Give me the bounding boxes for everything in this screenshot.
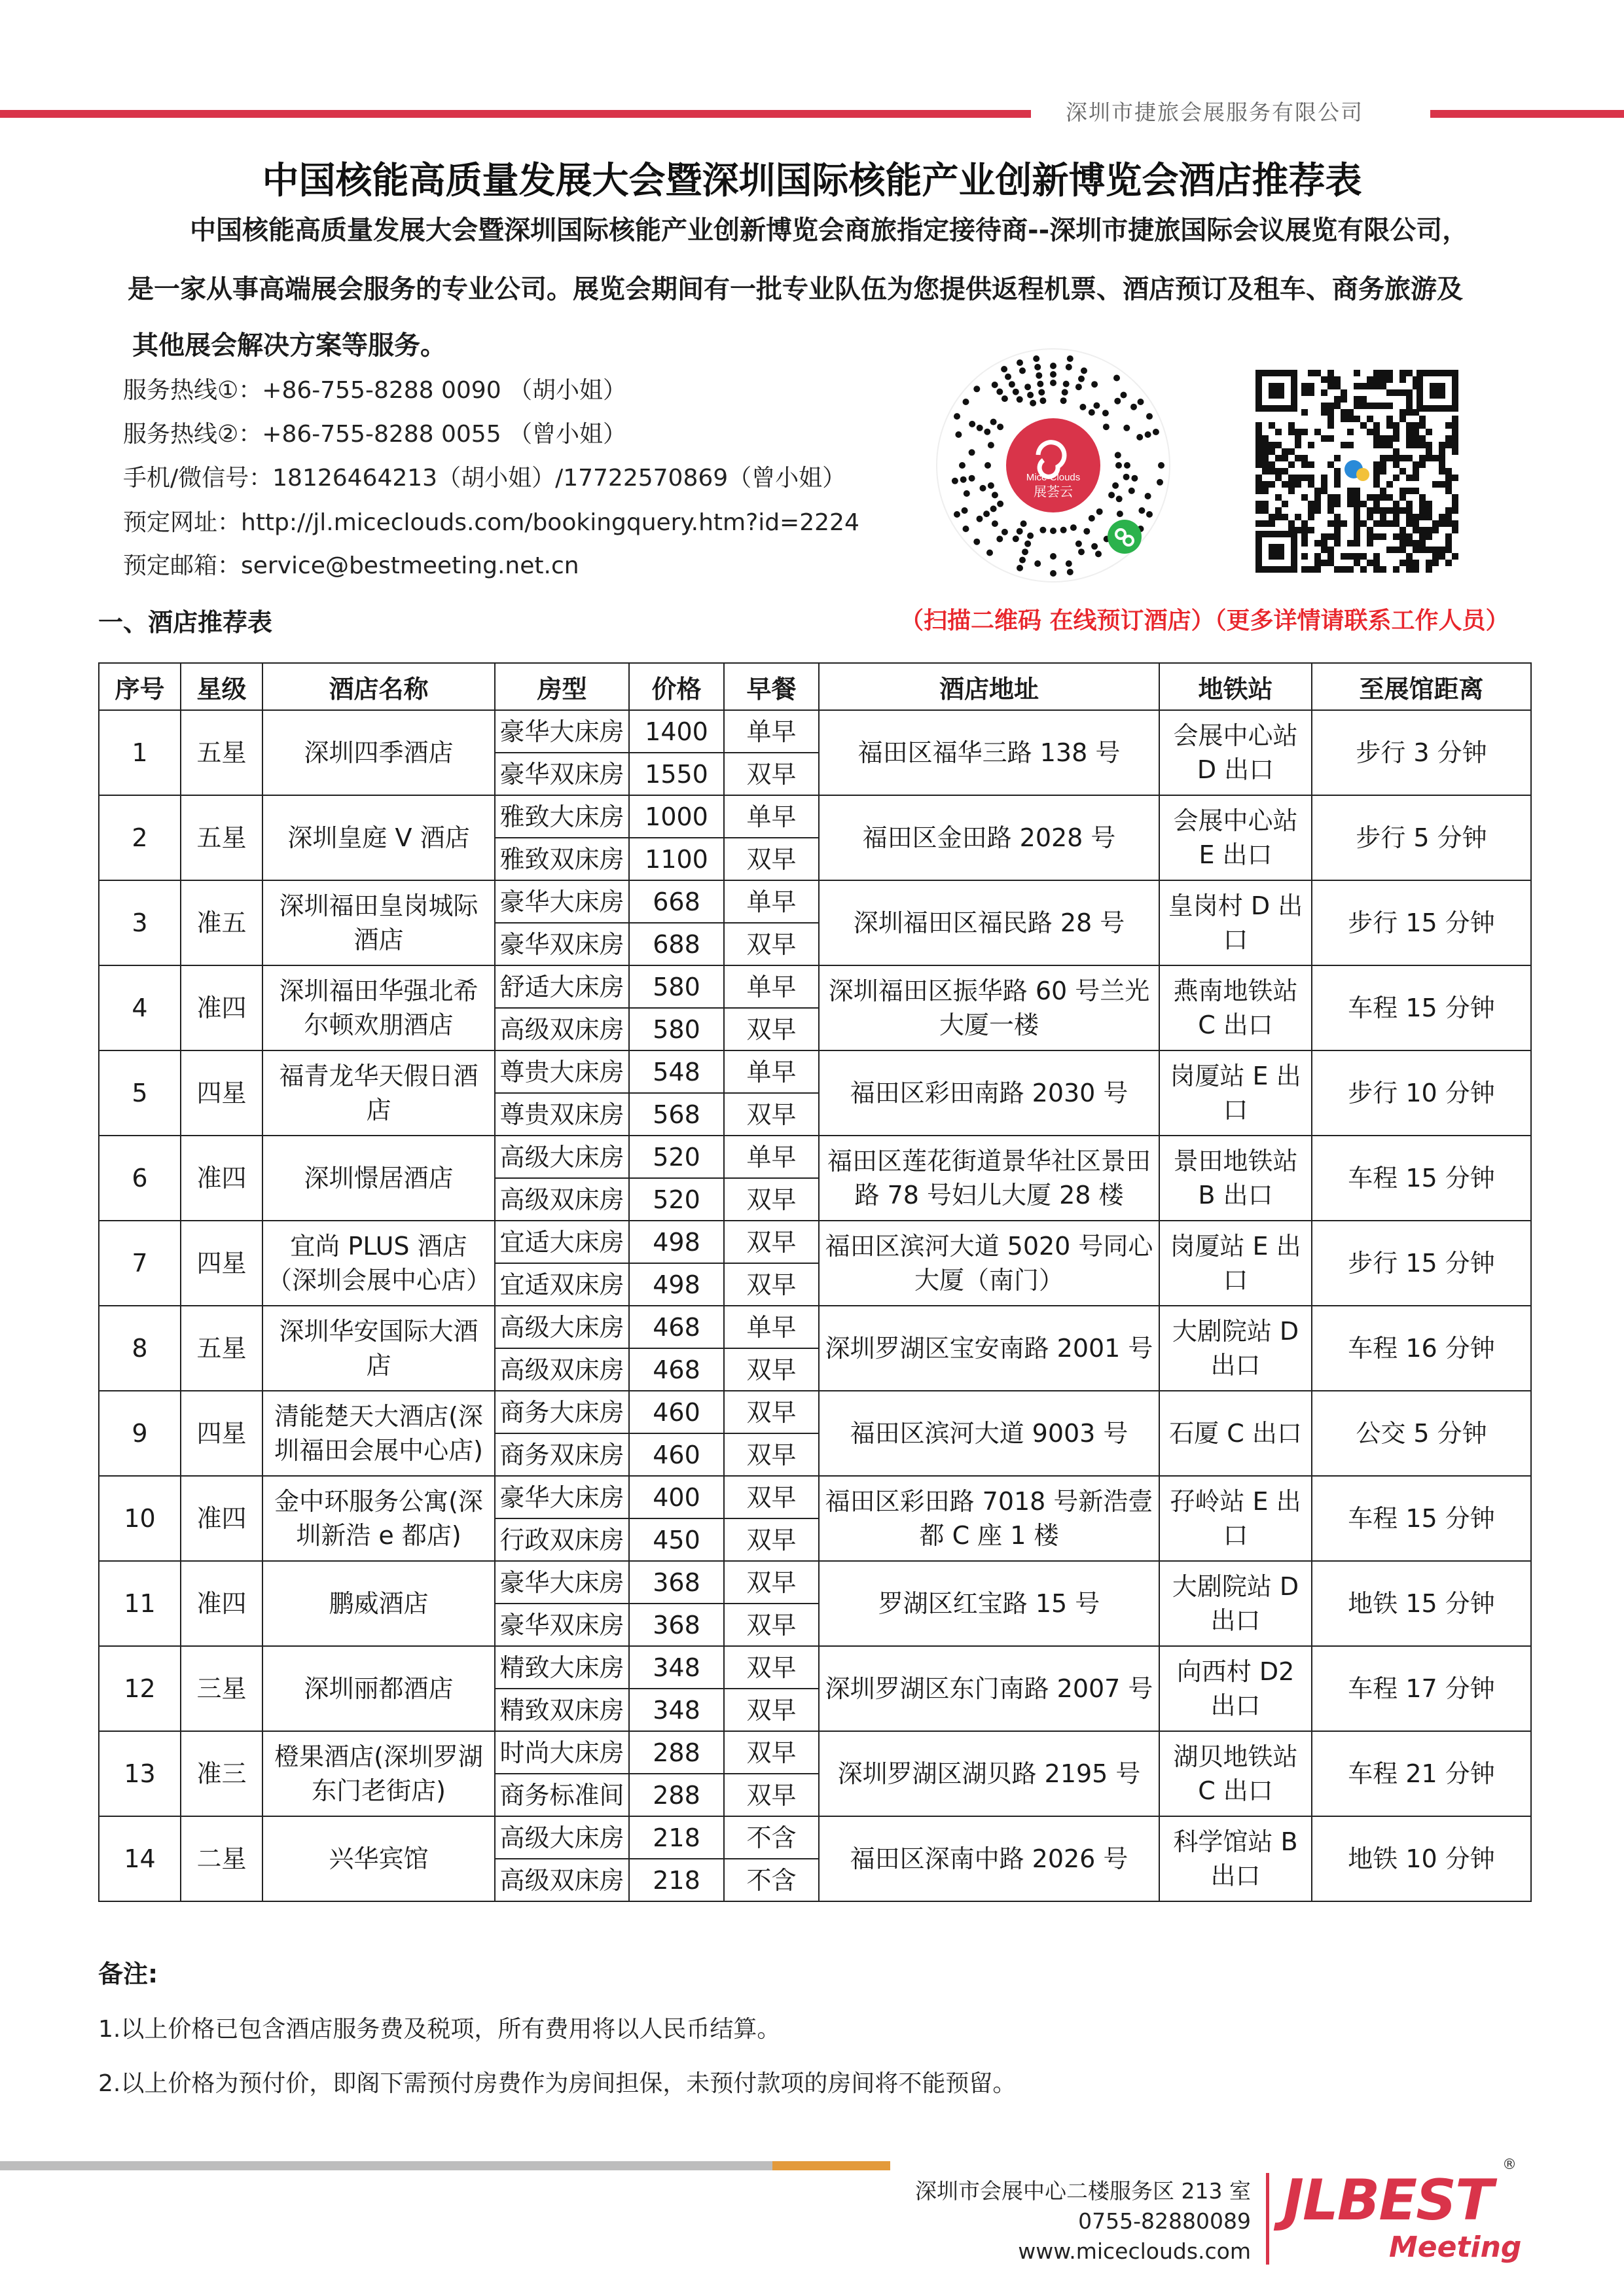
cell-no: 6: [99, 1136, 181, 1221]
cell-breakfast: 双早: [724, 1731, 819, 1774]
cell-price: 400: [629, 1476, 724, 1518]
jlbest-logo-meeting: Meeting: [1389, 2231, 1522, 2264]
cell-no: 7: [99, 1221, 181, 1306]
cell-price: 450: [629, 1518, 724, 1561]
header-metro: 地铁站: [1159, 663, 1312, 710]
cell-star: 四星: [181, 1221, 262, 1306]
cell-distance: 车程 17 分钟: [1312, 1646, 1531, 1731]
cell-breakfast: 双早: [724, 1008, 819, 1050]
cell-hotel-name: 鹏威酒店: [262, 1561, 495, 1646]
cell-hotel-name: 深圳四季酒店: [262, 710, 495, 795]
cell-no: 13: [99, 1731, 181, 1816]
cell-metro: 岗厦站 E 出口: [1159, 1050, 1312, 1136]
header-room-type: 房型: [495, 663, 629, 710]
cell-breakfast: 单早: [724, 1136, 819, 1178]
table-row: [99, 1816, 1531, 1859]
cell-price: 368: [629, 1604, 724, 1646]
cell-metro: 岗厦站 E 出口: [1159, 1221, 1312, 1306]
cell-address: 福田区滨河大道 9003 号: [819, 1391, 1159, 1476]
cell-address: 深圳罗湖区宝安南路 2001 号: [819, 1306, 1159, 1391]
cell-room-type: 高级双床房: [495, 1178, 629, 1221]
cell-room-type: 豪华双床房: [495, 1604, 629, 1646]
cell-hotel-name: 深圳福田皇岗城际酒店: [262, 880, 495, 965]
cell-distance: 步行 10 分钟: [1312, 1050, 1531, 1136]
cell-price: 1000: [629, 795, 724, 838]
cell-metro: 向西村 D2 出口: [1159, 1646, 1312, 1731]
cell-breakfast: 双早: [724, 923, 819, 965]
table-header-row: [99, 663, 1531, 710]
cell-metro: 大剧院站 D 出口: [1159, 1306, 1312, 1391]
cell-distance: 车程 21 分钟: [1312, 1731, 1531, 1816]
cell-address: 福田区金田路 2028 号: [819, 795, 1159, 880]
table-row: [99, 1050, 1531, 1093]
cell-star: 准四: [181, 1476, 262, 1561]
cell-star: 五星: [181, 795, 262, 880]
cell-room-type: 雅致双床房: [495, 838, 629, 880]
cell-room-type: 精致双床房: [495, 1689, 629, 1731]
table-row: [99, 1136, 1531, 1178]
cell-breakfast: 双早: [724, 1178, 819, 1221]
cell-metro: 会展中心站 D 出口: [1159, 710, 1312, 795]
cell-room-type: 商务双床房: [495, 1433, 629, 1476]
cell-price: 460: [629, 1391, 724, 1433]
cell-breakfast: 双早: [724, 1391, 819, 1433]
header-star: 星级: [181, 663, 262, 710]
cell-no: 14: [99, 1816, 181, 1901]
cell-breakfast: 单早: [724, 1306, 819, 1348]
cell-breakfast: 双早: [724, 753, 819, 795]
mobile-wechat: 手机/微信号：18126464213（胡小姐）/17722570869（曾小姐）: [123, 465, 846, 492]
cell-room-type: 豪华双床房: [495, 923, 629, 965]
header-bar-left: [0, 110, 1031, 118]
cell-star: 准四: [181, 1561, 262, 1646]
cell-room-type: 尊贵双床房: [495, 1093, 629, 1136]
cell-star: 准四: [181, 965, 262, 1050]
logo-divider: [1266, 2173, 1269, 2265]
cell-room-type: 尊贵大床房: [495, 1050, 629, 1093]
table-row: [99, 965, 1531, 1008]
cell-price: 498: [629, 1221, 724, 1263]
hotline-2: 服务热线②：+86-755-8288 0055 （曾小姐）: [123, 421, 627, 448]
cell-distance: 车程 15 分钟: [1312, 1476, 1531, 1561]
cell-price: 688: [629, 923, 724, 965]
cell-star: 准三: [181, 1731, 262, 1816]
table-row: [99, 1306, 1531, 1348]
remark-2: 2.以上价格为预付价，即阁下需预付房费作为房间担保，未预付款项的房间将不能预留。: [98, 2070, 1017, 2097]
cell-star: 五星: [181, 1306, 262, 1391]
header-price: 价格: [629, 663, 724, 710]
footer-contact: [915, 2176, 1251, 2267]
cell-breakfast: 双早: [724, 1646, 819, 1689]
header-breakfast: 早餐: [724, 663, 819, 710]
footer-address: 深圳市会展中心二楼服务区 213 室: [915, 2178, 1251, 2204]
cell-address: 深圳罗湖区湖贝路 2195 号: [819, 1731, 1159, 1816]
cell-distance: 步行 5 分钟: [1312, 795, 1531, 880]
footer-bar-grey: [0, 2161, 772, 2170]
cell-price: 368: [629, 1561, 724, 1604]
table-row: [99, 710, 1531, 753]
cell-distance: 步行 3 分钟: [1312, 710, 1531, 795]
mice-clouds-brand-cn: 展荟云: [1034, 484, 1073, 499]
cell-star: 四星: [181, 1391, 262, 1476]
cell-hotel-name: 福青龙华天假日酒店: [262, 1050, 495, 1136]
intro-line-2: 是一家从事高端展会服务的专业公司。展览会期间有一批专业队伍为您提供返程机票、酒店预订及租车、商务旅游及: [128, 274, 1463, 304]
remarks-title: 备注:: [98, 1960, 158, 1988]
table-row: [99, 1731, 1531, 1774]
jlbest-logo: JLBEST: [1283, 2168, 1492, 2233]
cell-breakfast: 双早: [724, 1476, 819, 1518]
cell-hotel-name: 金中环服务公寓(深圳新浩 e 都店): [262, 1476, 495, 1561]
cell-room-type: 豪华大床房: [495, 1476, 629, 1518]
cell-room-type: 豪华大床房: [495, 880, 629, 923]
cell-breakfast: 单早: [724, 710, 819, 753]
cell-price: 348: [629, 1689, 724, 1731]
cell-no: 12: [99, 1646, 181, 1731]
cell-distance: 公交 5 分钟: [1312, 1391, 1531, 1476]
cell-no: 5: [99, 1050, 181, 1136]
cell-price: 520: [629, 1178, 724, 1221]
cell-hotel-name: 橙果酒店(深圳罗湖东门老街店): [262, 1731, 495, 1816]
cell-address: 福田区彩田路 7018 号新浩壹都 C 座 1 楼: [819, 1476, 1159, 1561]
cell-metro: 孖岭站 E 出口: [1159, 1476, 1312, 1561]
cell-metro: 大剧院站 D 出口: [1159, 1561, 1312, 1646]
table-row: [99, 1391, 1531, 1433]
cell-room-type: 商务标准间: [495, 1774, 629, 1816]
cell-price: 1550: [629, 753, 724, 795]
intro-line-1: 中国核能高质量发展大会暨深圳国际核能产业创新博览会商旅指定接待商--深圳市捷旅国际会议展览有限公司，: [190, 215, 1469, 245]
cell-breakfast: 双早: [724, 1689, 819, 1731]
cell-breakfast: 双早: [724, 1093, 819, 1136]
header-distance: 至展馆距离: [1312, 663, 1531, 710]
cell-address: 福田区彩田南路 2030 号: [819, 1050, 1159, 1136]
mice-clouds-brand-en: Mice Clouds: [1026, 472, 1081, 483]
cell-room-type: 高级大床房: [495, 1306, 629, 1348]
cell-distance: 步行 15 分钟: [1312, 880, 1531, 965]
section-title: 一、酒店推荐表: [98, 608, 273, 637]
cell-metro: 石厦 C 出口: [1159, 1391, 1312, 1476]
cell-hotel-name: 兴华宾馆: [262, 1816, 495, 1901]
cell-breakfast: 单早: [724, 880, 819, 923]
cell-metro: 会展中心站 E 出口: [1159, 795, 1312, 880]
cell-distance: 步行 15 分钟: [1312, 1221, 1531, 1306]
cell-metro: 科学馆站 B 出口: [1159, 1816, 1312, 1901]
intro-line-3: 其他展会解决方案等服务。: [132, 331, 446, 361]
cell-price: 1400: [629, 710, 724, 753]
cell-metro: 燕南地铁站 C 出口: [1159, 965, 1312, 1050]
cell-breakfast: 双早: [724, 838, 819, 880]
cell-star: 五星: [181, 710, 262, 795]
cell-price: 520: [629, 1136, 724, 1178]
cell-address: 罗湖区红宝路 15 号: [819, 1561, 1159, 1646]
header-hotel-name: 酒店名称: [262, 663, 495, 710]
cell-price: 1100: [629, 838, 724, 880]
cell-breakfast: 双早: [724, 1433, 819, 1476]
cell-address: 深圳福田区振华路 60 号兰光大厦一楼: [819, 965, 1159, 1050]
cell-price: 568: [629, 1093, 724, 1136]
cell-hotel-name: 深圳憬居酒店: [262, 1136, 495, 1221]
cell-no: 9: [99, 1391, 181, 1476]
cell-no: 10: [99, 1476, 181, 1561]
table-row: [99, 1561, 1531, 1604]
cell-price: 580: [629, 1008, 724, 1050]
cell-metro: 景田地铁站 B 出口: [1159, 1136, 1312, 1221]
cell-breakfast: 双早: [724, 1604, 819, 1646]
cell-price: 218: [629, 1859, 724, 1901]
cell-price: 288: [629, 1731, 724, 1774]
table-row: [99, 1646, 1531, 1689]
hotel-table: [98, 662, 1532, 1902]
cell-breakfast: 单早: [724, 795, 819, 838]
table-row: [99, 1221, 1531, 1263]
cell-hotel-name: 深圳皇庭 V 酒店: [262, 795, 495, 880]
cell-star: 三星: [181, 1646, 262, 1731]
cell-address: 深圳罗湖区东门南路 2007 号: [819, 1646, 1159, 1731]
cell-star: 四星: [181, 1050, 262, 1136]
cell-hotel-name: 宜尚 PLUS 酒店（深圳会展中心店）: [262, 1221, 495, 1306]
cell-star: 二星: [181, 1816, 262, 1901]
cell-breakfast: 双早: [724, 1518, 819, 1561]
header-no: 序号: [99, 663, 181, 710]
cell-distance: 地铁 10 分钟: [1312, 1816, 1531, 1901]
cell-breakfast: 不含: [724, 1859, 819, 1901]
cell-price: 288: [629, 1774, 724, 1816]
cell-no: 4: [99, 965, 181, 1050]
table-row: [99, 880, 1531, 923]
cell-room-type: 时尚大床房: [495, 1731, 629, 1774]
cell-star: 准五: [181, 880, 262, 965]
company-name-top: 深圳市捷旅会展服务有限公司: [1066, 99, 1363, 125]
cell-address: 福田区滨河大道 5020 号同心大厦（南门）: [819, 1221, 1159, 1306]
footer-phone: 0755-82880089: [1078, 2208, 1251, 2234]
cell-metro: 皇岗村 D 出口: [1159, 880, 1312, 965]
cell-price: 580: [629, 965, 724, 1008]
cell-distance: 地铁 15 分钟: [1312, 1561, 1531, 1646]
cell-distance: 车程 16 分钟: [1312, 1306, 1531, 1391]
cell-breakfast: 不含: [724, 1816, 819, 1859]
registered-mark: ®: [1502, 2157, 1517, 2173]
cell-room-type: 高级大床房: [495, 1816, 629, 1859]
table-row: [99, 1476, 1531, 1518]
cell-room-type: 豪华双床房: [495, 753, 629, 795]
mini-program-qr-code[interactable]: [935, 347, 1172, 584]
cell-room-type: 高级双床房: [495, 1008, 629, 1050]
cell-room-type: 高级双床房: [495, 1348, 629, 1391]
cell-room-type: 豪华大床房: [495, 710, 629, 753]
cell-room-type: 行政双床房: [495, 1518, 629, 1561]
cell-price: 460: [629, 1433, 724, 1476]
cell-breakfast: 双早: [724, 1348, 819, 1391]
cell-distance: 车程 15 分钟: [1312, 965, 1531, 1050]
cell-hotel-name: 深圳华安国际大酒店: [262, 1306, 495, 1391]
cell-hotel-name: 清能楚天大酒店(深圳福田会展中心店): [262, 1391, 495, 1476]
cell-room-type: 宜适大床房: [495, 1221, 629, 1263]
page-title: 中国核能高质量发展大会暨深圳国际核能产业创新博览会酒店推荐表: [262, 160, 1362, 202]
header-address: 酒店地址: [819, 663, 1159, 710]
cell-room-type: 高级双床房: [495, 1859, 629, 1901]
cell-no: 3: [99, 880, 181, 965]
booking-qr-code[interactable]: [1255, 370, 1458, 573]
cell-price: 498: [629, 1263, 724, 1306]
cell-breakfast: 双早: [724, 1774, 819, 1816]
cell-no: 8: [99, 1306, 181, 1391]
cell-no: 11: [99, 1561, 181, 1646]
booking-url[interactable]: 预定网址：http://jl.miceclouds.com/bookingquery.htm?id=2224: [123, 509, 859, 536]
cell-metro: 湖贝地铁站 C 出口: [1159, 1731, 1312, 1816]
cell-distance: 车程 15 分钟: [1312, 1136, 1531, 1221]
cell-address: 深圳福田区福民路 28 号: [819, 880, 1159, 965]
header-bar-right: [1430, 110, 1624, 118]
footer-bar-orange: [772, 2161, 890, 2170]
cell-price: 468: [629, 1348, 724, 1391]
cell-price: 348: [629, 1646, 724, 1689]
cell-address: 福田区莲花街道景华社区景田路 78 号妇儿大厦 28 楼: [819, 1136, 1159, 1221]
cell-room-type: 精致大床房: [495, 1646, 629, 1689]
cell-star: 准四: [181, 1136, 262, 1221]
footer-website[interactable]: www.miceclouds.com: [1018, 2238, 1251, 2264]
cell-breakfast: 双早: [724, 1561, 819, 1604]
hotline-1: 服务热线①：+86-755-8288 0090 （胡小姐）: [123, 377, 627, 404]
remark-1: 1.以上价格已包含酒店服务费及税项，所有费用将以人民币结算。: [98, 2016, 781, 2043]
cell-price: 468: [629, 1306, 724, 1348]
cell-breakfast: 双早: [724, 1221, 819, 1263]
cell-room-type: 豪华大床房: [495, 1561, 629, 1604]
cell-price: 218: [629, 1816, 724, 1859]
cell-no: 2: [99, 795, 181, 880]
cell-price: 548: [629, 1050, 724, 1093]
cell-room-type: 宜适双床房: [495, 1263, 629, 1306]
cell-breakfast: 单早: [724, 1050, 819, 1093]
cell-hotel-name: 深圳丽都酒店: [262, 1646, 495, 1731]
cell-address: 福田区福华三路 138 号: [819, 710, 1159, 795]
cell-price: 668: [629, 880, 724, 923]
cell-room-type: 商务大床房: [495, 1391, 629, 1433]
cell-no: 1: [99, 710, 181, 795]
cell-breakfast: 单早: [724, 965, 819, 1008]
cell-hotel-name: 深圳福田华强北希尔顿欢朋酒店: [262, 965, 495, 1050]
booking-email[interactable]: 预定邮箱：service@bestmeeting.net.cn: [123, 552, 579, 579]
cell-address: 福田区深南中路 2026 号: [819, 1816, 1159, 1901]
cell-room-type: 高级大床房: [495, 1136, 629, 1178]
cell-room-type: 舒适大床房: [495, 965, 629, 1008]
qr-booking-note: （扫描二维码 在线预订酒店）（更多详情请联系工作人员）: [900, 607, 1509, 634]
cell-room-type: 雅致大床房: [495, 795, 629, 838]
cell-breakfast: 双早: [724, 1263, 819, 1306]
table-row: [99, 795, 1531, 838]
